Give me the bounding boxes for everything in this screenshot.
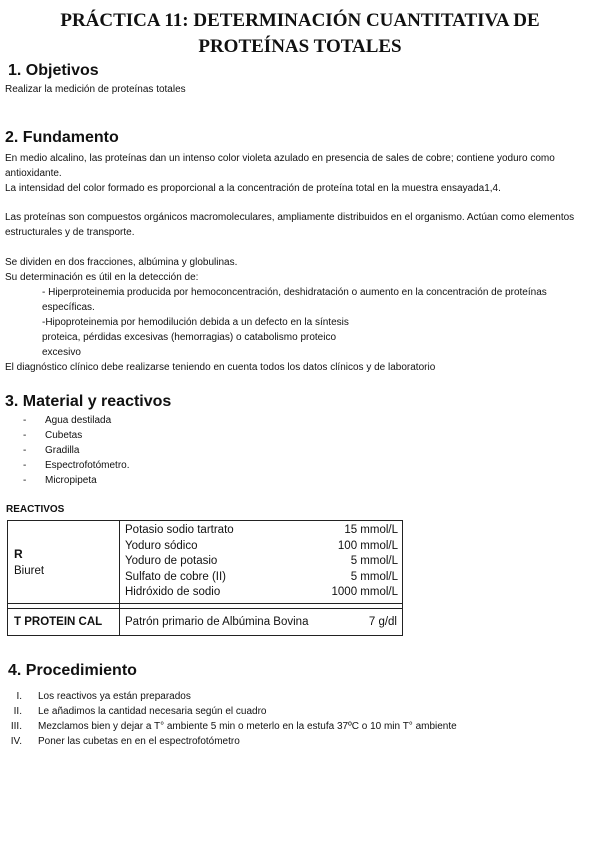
fundamento-item-hipo-end: excesivo (42, 347, 81, 358)
fundamento-paragraph-4: Se dividen en dos fracciones, albúmina y globulinas. (5, 257, 238, 268)
list-item: - Gradilla (23, 445, 80, 456)
table-row: Sulfato de cobre (II) 5 mmol/L (125, 570, 398, 583)
list-item: - Agua destilada (23, 415, 112, 426)
fundamento-heading: 2. Fundamento (5, 129, 119, 146)
reagent-r-label: R (14, 546, 23, 561)
page-title: PRÁCTICA 11: DETERMINACIÓN CUANTITATIVA DE PROTEÍNAS TOTALES (60, 10, 540, 57)
table-row: Potasio sodio tartrato 15 mmol/L (125, 524, 398, 536)
reagent-r-cell (8, 521, 120, 604)
fundamento-item-hipo-cont: proteica, pérdidas excesivas (hemorragias) o catabolismo proteico (42, 332, 337, 343)
objetivos-text: Realizar la medición de proteínas totales (5, 84, 186, 95)
material-heading: 3. Material y reactivos (5, 393, 172, 410)
objetivos-heading: 1. Objetivos (8, 62, 99, 79)
procedimiento-list (0, 689, 457, 749)
list-item: - Espectrofotómetro. (23, 460, 130, 471)
fundamento-paragraph-6: El diagnóstico clínico debe realizarse teniendo en cuenta todos los datos clínicos y de laboratorio (5, 362, 436, 373)
list-item: I. Los reactivos ya están preparados (16, 691, 191, 702)
list-item: - Cubetas (23, 430, 83, 441)
procedimiento-heading: 4. Procedimiento (8, 662, 137, 679)
reagent-tp-label: T PROTEIN CAL (8, 608, 120, 635)
material-list (0, 413, 129, 488)
table-row: Hidróxido de sodio 1000 mmol/L (125, 586, 398, 598)
fundamento-item-hiper: - Hiperproteinemia producida por hemoconcentración, deshidratación o aumento en la concentración de proteínas específicas. (42, 287, 547, 313)
reactivos-table (7, 520, 403, 636)
table-row: Yoduro de potasio 5 mmol/L (125, 555, 398, 567)
reagent-r-sub: Biuret (14, 564, 45, 577)
list-item: IV. Poner las cubetas en en el espectrofotómetro (10, 736, 240, 747)
fundamento-paragraph-3: Las proteínas son compuestos orgánicos macromoleculares, ampliamente distribuidos en el organismo. Actúan como elementos estructurales y de transporte. (5, 212, 575, 238)
table-row: Yoduro sódico 100 mmol/L (125, 539, 398, 552)
list-item: II. Le añadimos la cantidad necesaria según el cuadro (13, 706, 267, 717)
fundamento-paragraph-1: En medio alcalino, las proteínas dan un intenso color violeta azulado en presencia de sales de cobre; contiene yoduro como antioxidante. (5, 153, 555, 179)
list-item: - Micropipeta (23, 475, 97, 486)
reagent-tp-value-cell (120, 608, 403, 635)
fundamento-paragraph-2: La intensidad del color formado es proporcional a la concentración de proteína total en la muestra ensayada1,4. (5, 183, 501, 194)
reactivos-heading: REACTIVOS (6, 504, 65, 515)
fundamento-item-hipo: -Hipoproteinemia por hemodilución debida a un defecto en la síntesis (42, 317, 349, 328)
fundamento-paragraph-5: Su determinación es útil en la detección de: (5, 272, 199, 283)
reagent-r-components (120, 521, 403, 604)
table-row: Patrón primario de Albúmina Bovina 7 g/dl (125, 615, 397, 628)
list-item: III. Mezclamos bien y dejar a T° ambiente 5 min o meterlo en la estufa 37ºC o 10 min T° ambiente (10, 721, 457, 732)
